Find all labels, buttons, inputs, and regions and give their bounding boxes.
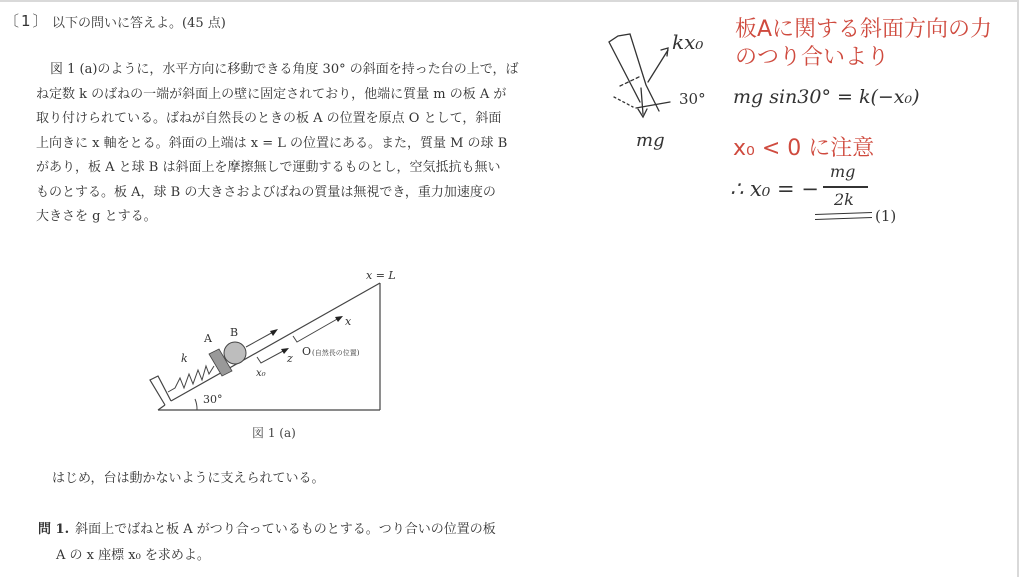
question-1-line1: 斜面上でばねと板 A がつり合っているものとする。つり合いの位置の板 — [75, 522, 496, 537]
annotation-heading-line2: のつり合いより — [735, 45, 890, 70]
question-1-label: 問 1. — [38, 522, 70, 537]
ball-b — [224, 342, 246, 364]
result-numerator: mg — [830, 162, 856, 181]
paragraph-line: ね定数 k のばねの一端が斜面上の壁に固定されており，他端に質量 m の板 A が — [36, 86, 507, 102]
question-1-line2: A の x 座標 x₀ を求めよ。 — [56, 548, 210, 563]
paragraph-line: 取り付けられている。ばねが自然長のときの板 A の位置を原点 O として，斜面 — [36, 111, 502, 126]
label-a: A — [204, 332, 212, 345]
sketch-weight-label: mg — [636, 130, 665, 151]
sign-note: x₀ < 0 に注意 — [733, 136, 875, 161]
result-prefix: ∴ x₀ = − — [730, 177, 819, 201]
sketch-force-label: kx₀ — [672, 30, 704, 54]
annotation-heading-line1: 板Aに関する斜面方向の力 — [735, 17, 993, 42]
figure-caption: 図 1 (a) — [252, 426, 296, 440]
label-x-equals-l: x = L — [366, 269, 396, 282]
spring — [168, 366, 214, 392]
problem-header: 以下の問いに答えよ。(45 点) — [52, 16, 226, 31]
label-x0: x₀ — [256, 368, 266, 379]
answer-tag: (1) — [875, 207, 897, 225]
paragraph-line: ものとする。板 A，球 B の大きさおよびばねの質量は無視でき，重力加速度の — [36, 184, 496, 200]
support-note: はじめ，台は動かないように支えられている。 — [52, 471, 325, 486]
label-origin: O — [302, 345, 312, 358]
sketch-angle-label: 30° — [679, 90, 706, 108]
sketch-plate — [609, 34, 659, 111]
incline-triangle — [158, 283, 380, 410]
wall-bracket — [150, 376, 171, 410]
paragraph-line: 図 1 (a)のように，水平方向に移動できる角度 30° の斜面を持った台の上で，ば — [50, 62, 519, 77]
label-b: B — [230, 326, 239, 339]
result-denominator: 2k — [834, 190, 854, 209]
label-z-axis: z — [287, 352, 293, 365]
problem-paragraph — [36, 58, 519, 230]
angle-arc — [195, 399, 197, 410]
label-angle: 30° — [203, 393, 223, 406]
label-k: k — [181, 352, 188, 365]
label-x-axis: x — [345, 315, 352, 328]
fraction-bar — [823, 186, 868, 188]
balance-equation: mg sin30° = k(−x₀) — [733, 86, 920, 108]
problem-number: 〔1〕 — [4, 12, 50, 30]
paragraph-line: 上向きに x 軸をとる。斜面の上端は x = L の位置にある。また，質量 M の球 B — [36, 135, 508, 151]
question-1 — [38, 517, 496, 569]
label-origin-note: (自然長の位置) — [312, 349, 360, 357]
figure-incline-diagram — [140, 260, 400, 425]
paragraph-line: 大きさを g とする。 — [36, 209, 157, 224]
paragraph-line: があり，板 A と球 B は斜面上を摩擦無しで運動するものとし，空気抵抗も無い — [36, 160, 501, 175]
